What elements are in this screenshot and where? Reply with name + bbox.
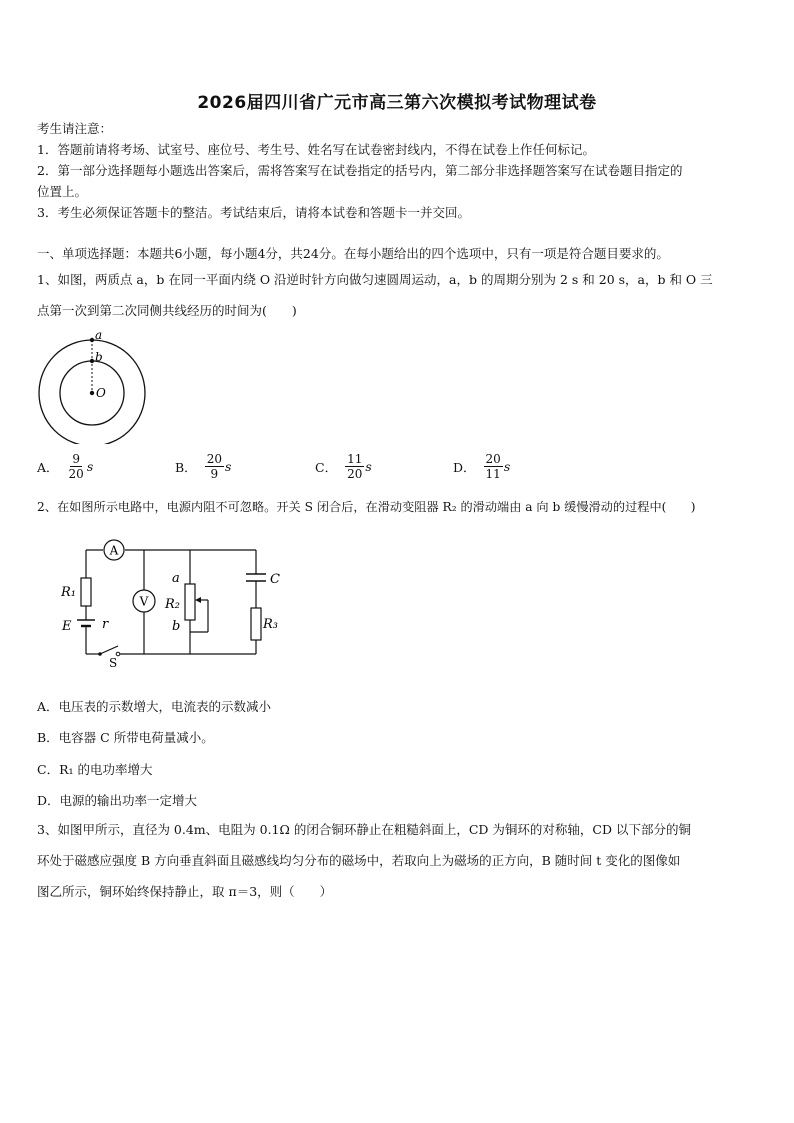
q3-stem-line2: 环处于磁感应强度 B 方向垂直斜面且磁感线均匀分布的磁场中，若取向上为磁场的正方向，B 随时间 t 变化的图像如 [37, 853, 681, 868]
option-fraction [205, 452, 224, 481]
point-a [90, 338, 94, 342]
denominator: 20 [68, 467, 84, 481]
exam-title: 2026届四川省广元市高三第六次模拟考试物理试卷 [197, 93, 597, 113]
resistor-r1 [81, 578, 91, 606]
q2-option-d[interactable]: D．电源的输出功率一定增大 [37, 793, 198, 808]
label-b: b [95, 350, 103, 364]
denominator: 11 [485, 467, 501, 481]
label-a: a [95, 330, 103, 342]
option-letter: B． [175, 459, 197, 475]
label-s: S [109, 656, 118, 670]
denominator: 20 [347, 467, 363, 481]
voltmeter-label: V [139, 594, 149, 609]
unit: s [365, 459, 372, 474]
numerator: 9 [72, 452, 80, 466]
switch-blade [100, 646, 118, 654]
point-b [90, 359, 94, 363]
option-letter: A． [37, 459, 59, 475]
notice-item-3: 3．考生必须保证答题卡的整洁。考试结束后，请将本试卷和答题卡一并交回。 [37, 205, 470, 220]
numerator: 11 [347, 452, 363, 466]
option-letter: C． [315, 459, 338, 475]
label-r2: R₂ [165, 597, 180, 612]
label-r3: R₃ [263, 617, 278, 632]
q1-orbit-figure [36, 330, 148, 444]
notice-heading: 考生请注意： [37, 121, 113, 136]
q1-stem-line2: 点第一次到第二次同侧共线经历的时间为( ) [37, 303, 297, 318]
section-heading: 一、单项选择题：本题共6小题，每小题4分，共24分。在每小题给出的四个选项中，只有一项是符合题目要求的。 [37, 246, 669, 261]
label-r1: R₁ [61, 585, 76, 600]
unit: s [224, 459, 232, 474]
q2-stem: 2、在如图所示电路中，电源内阻不可忽略。开关 S 闭合后，在滑动变阻器 R₂ 的滑动端由 a 向 b 缓慢滑动的过程中( ) [37, 500, 696, 514]
numerator: 20 [206, 452, 222, 466]
q2-option-c[interactable]: C．R₁ 的电功率增大 [37, 762, 153, 777]
q1-option-b[interactable] [175, 452, 231, 481]
unit: s [503, 459, 511, 474]
label-c: C [270, 572, 280, 587]
q2-option-b[interactable]: B．电容器 C 所带电荷量减小。 [37, 730, 214, 745]
label-r: r [102, 617, 109, 632]
option-fraction [345, 452, 364, 481]
ammeter-label: A [109, 543, 119, 558]
label-b: b [172, 619, 181, 634]
q1-option-d[interactable] [453, 452, 510, 481]
denominator: 9 [210, 467, 219, 481]
resistor-r3 [251, 608, 261, 640]
option-fraction [484, 452, 503, 481]
q2-circuit-diagram [56, 536, 296, 670]
q1-stem-line1: 1、如图，两质点 a，b 在同一平面内绕 O 沿逆时针方向做匀速圆周运动，a，b 的周期分别为 2 s 和 20 s，a，b 和 O 三 [37, 272, 713, 287]
notice-item-2: 2．第一部分选择题每小题选出答案后，需将答案写在试卷指定的括号内，第二部分非选择题答案写在试卷题目指定的 [37, 163, 683, 178]
notice-item-1: 1．答题前请将考场、试室号、座位号、考生号、姓名写在试卷密封线内，不得在试卷上作任何标记。 [37, 142, 595, 157]
q3-stem-line1: 3、如图甲所示，直径为 0.4m、电阻为 0.1Ω 的闭合铜环静止在粗糙斜面上，CD 为铜环的对称轴，CD 以下部分的铜 [37, 822, 691, 837]
option-letter: D． [453, 459, 476, 475]
rheostat-r2 [185, 584, 195, 620]
unit: s [86, 459, 94, 474]
q1-option-a[interactable] [37, 452, 93, 481]
numerator: 20 [485, 452, 501, 466]
notice-item-2-cont: 位置上。 [37, 184, 88, 199]
q2-option-a[interactable]: A．电压表的示数增大，电流表的示数减小 [37, 699, 272, 714]
label-e: E [62, 619, 72, 634]
label-a: a [172, 571, 180, 586]
option-fraction [67, 452, 86, 481]
q3-stem-line3: 图乙所示，铜环始终保持静止，取 π＝3，则（ ） [37, 884, 333, 899]
label-o: O [96, 386, 106, 400]
q1-option-c[interactable] [315, 452, 372, 481]
slider-arrow [195, 597, 201, 603]
point-o [90, 391, 94, 395]
